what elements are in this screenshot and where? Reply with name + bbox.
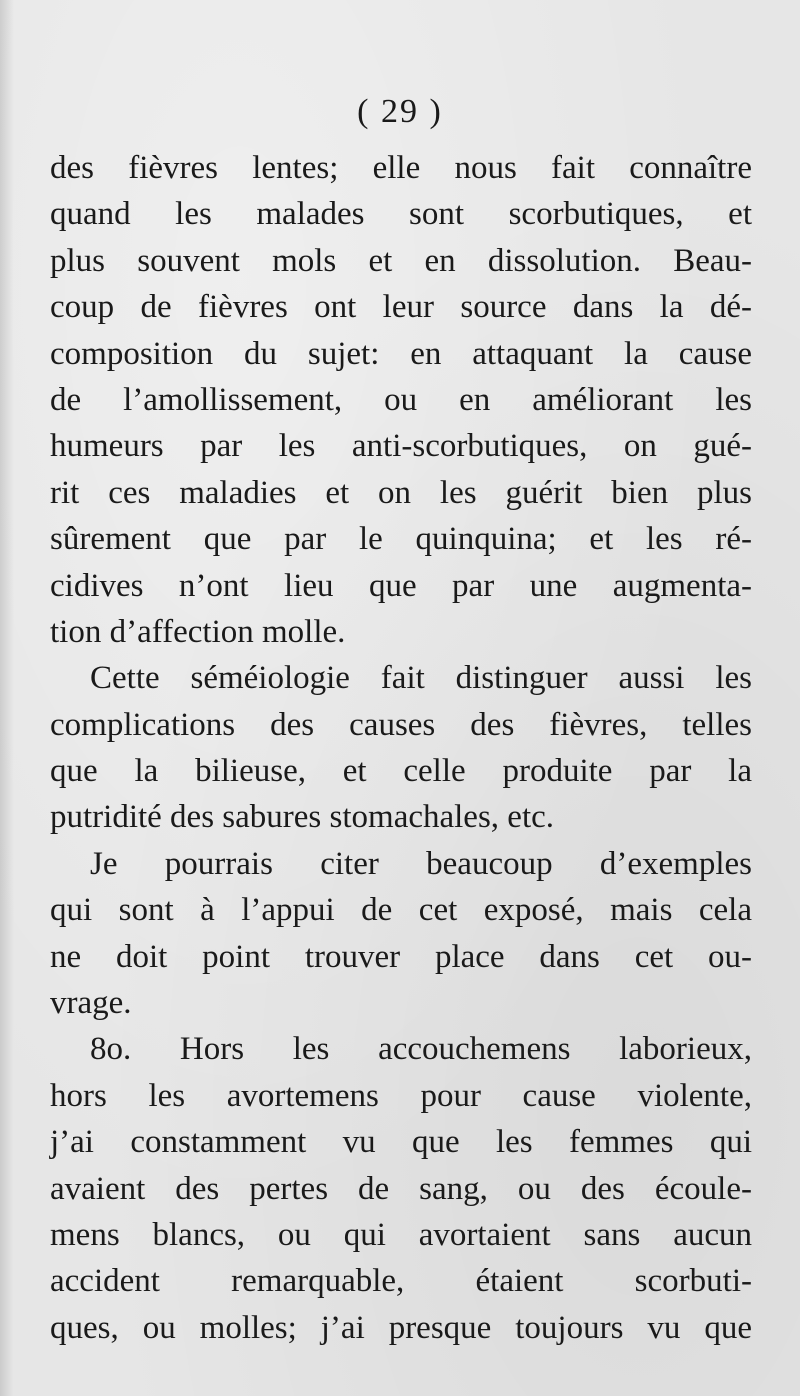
text-line: avaient des pertes de sang, ou des écoule-	[50, 1170, 752, 1207]
text-line: qui sont à l’appui de cet exposé, mais cela	[50, 892, 752, 929]
body-text	[50, 145, 752, 1351]
text-line: humeurs par les anti-scorbutiques, on gué-	[50, 428, 752, 465]
text-line: Cette séméiologie fait distinguer aussi les	[90, 660, 752, 697]
text-line: plus souvent mols et en dissolution. Beau-	[50, 242, 752, 279]
text-line: de l’amollissement, ou en améliorant les	[50, 381, 752, 418]
text-line: sûrement que par le quinquina; et les ré-	[50, 521, 752, 558]
text-line: tion d’affection molle.	[50, 613, 346, 650]
text-line: ques, ou molles; j’ai presque toujours vu que	[50, 1309, 752, 1346]
text-line: mens blancs, ou qui avortaient sans aucun	[50, 1216, 752, 1253]
page-edge-shadow	[0, 0, 14, 1396]
text-line: hors les avortemens pour cause violente,	[50, 1077, 752, 1114]
page-number: ( 29 )	[357, 93, 443, 130]
text-line: ne doit point trouver place dans cet ou-	[50, 938, 752, 975]
text-line: Je pourrais citer beaucoup d’exemples	[90, 845, 752, 882]
text-line: accident remarquable, étaient scorbuti-	[50, 1263, 752, 1300]
text-line: que la bilieuse, et celle produite par la	[50, 753, 752, 790]
text-line: rit ces maladies et on les guérit bien plus	[50, 474, 752, 511]
text-line: quand les malades sont scorbutiques, et	[50, 196, 752, 233]
text-line: j’ai constamment vu que les femmes qui	[50, 1124, 752, 1161]
text-line: coup de fièvres ont leur source dans la dé-	[50, 289, 752, 326]
text-line: putridité des sabures stomachales, etc.	[50, 799, 555, 836]
text-line: des fièvres lentes; elle nous fait connaître	[50, 150, 752, 186]
text-line: complications des causes des fièvres, telles	[50, 706, 752, 743]
text-line: 8o. Hors les accouchemens laborieux,	[90, 1031, 752, 1068]
text-line: vrage.	[50, 985, 132, 1022]
text-line: composition du sujet: en attaquant la cause	[50, 335, 752, 372]
text-line: cidives n’ont lieu que par une augmenta-	[50, 567, 752, 604]
